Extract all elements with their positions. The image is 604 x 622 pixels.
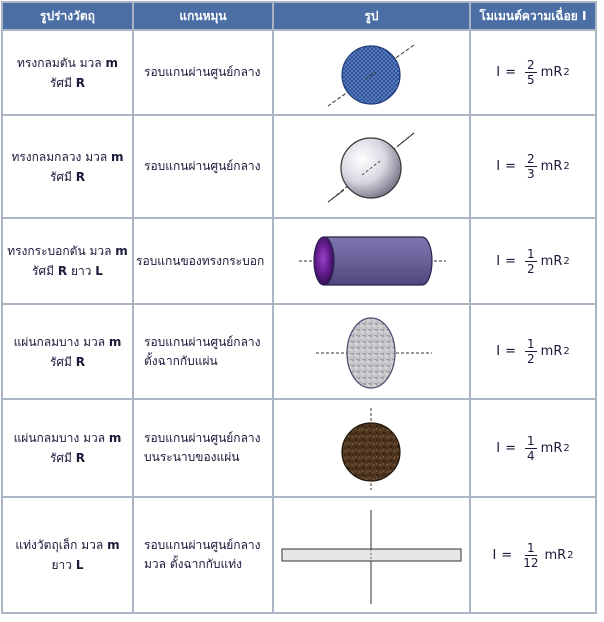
table-row — [3, 219, 595, 303]
inertia-cell — [471, 219, 595, 303]
axis-cell: รอบแกนของทรงกระบอก — [134, 219, 272, 303]
table-row — [3, 400, 595, 496]
header-axis: แกนหมุน — [134, 3, 272, 29]
solid-cylinder-figure — [274, 219, 469, 303]
table-row — [3, 305, 595, 398]
figure-cell — [274, 400, 469, 496]
header-row — [3, 3, 595, 29]
shape-cell: ทรงกระบอกตัน มวล m รัศมี R ยาว L — [3, 219, 132, 303]
inertia-cell — [471, 305, 595, 398]
figure-cell — [274, 219, 469, 303]
figure-cell — [274, 305, 469, 398]
fraction: $\frac{2}{5}$ — [527, 58, 535, 87]
shape-cell: ทรงกลมตัน มวล m รัศมี R — [3, 31, 132, 114]
figure-cell — [274, 498, 469, 612]
fraction: $\frac{1}{4}$ — [527, 433, 535, 463]
header-shape: รูปร่างวัตถุ — [3, 3, 132, 29]
solid-sphere-figure — [274, 31, 469, 114]
inertia-cell — [471, 31, 595, 114]
inertia-formula: I = $\frac{1}{2}$ mR 2 — [496, 337, 570, 366]
fraction: $\frac{2}{3}$ — [527, 152, 535, 181]
axis-cell: รอบแกนผ่านศูนย์กลาง มวล ตั้งฉากกับแท่ง — [134, 498, 272, 612]
inertia-formula: I = $\frac{1}{4}$ mR 2 — [496, 433, 570, 463]
inertia-formula: I = $\frac{2}{3}$ mR 2 — [496, 152, 570, 181]
fraction: $\frac{1}{2}$ — [527, 246, 535, 276]
thin-disk-in-plane-figure — [274, 400, 469, 496]
table-row — [3, 116, 595, 217]
shape-cell: แผ่นกลมบาง มวล m รัศมี R — [3, 400, 132, 496]
inertia-formula: I = $\frac{2}{5}$ mR 2 — [496, 58, 570, 87]
inertia-cell — [471, 498, 595, 612]
inertia-cell — [471, 116, 595, 217]
shape-cell: แผ่นกลมบาง มวล m รัศมี R — [3, 305, 132, 398]
hollow-sphere-figure — [274, 116, 469, 217]
inertia-formula: I = $\frac{1}{2}$ mR 2 — [496, 246, 570, 276]
table-row — [3, 498, 595, 612]
inertia-cell — [471, 400, 595, 496]
table-row — [3, 31, 595, 114]
shape-cell: แท่งวัตถุเล็ก มวล m ยาว L — [3, 498, 132, 612]
fraction: $\frac{1}{2}$ — [527, 337, 535, 366]
axis-cell: รอบแกนผ่านศูนย์กลาง — [134, 116, 272, 217]
axis-cell: รอบแกนผ่านศูนย์กลาง บนระนาบของแผ่น — [134, 400, 272, 496]
inertia-formula: I = $\frac{1}{12}$ mR 2 — [492, 540, 574, 570]
axis-cell: รอบแกนผ่านศูนย์กลาง — [134, 31, 272, 114]
moment-of-inertia-table — [1, 1, 597, 614]
fraction: $\frac{1}{12}$ — [523, 540, 539, 570]
figure-cell — [274, 31, 469, 114]
thin-disk-perpendicular-figure — [274, 305, 469, 398]
shape-cell: ทรงกลมกลวง มวล m รัศมี R — [3, 116, 132, 217]
figure-cell — [274, 116, 469, 217]
header-inertia: โมเมนต์ความเฉื่อย I — [471, 3, 595, 29]
header-figure: รูป — [274, 3, 469, 29]
thin-rod-figure — [274, 498, 469, 612]
axis-cell: รอบแกนผ่านศูนย์กลาง ตั้งฉากกับแผ่น — [134, 305, 272, 398]
